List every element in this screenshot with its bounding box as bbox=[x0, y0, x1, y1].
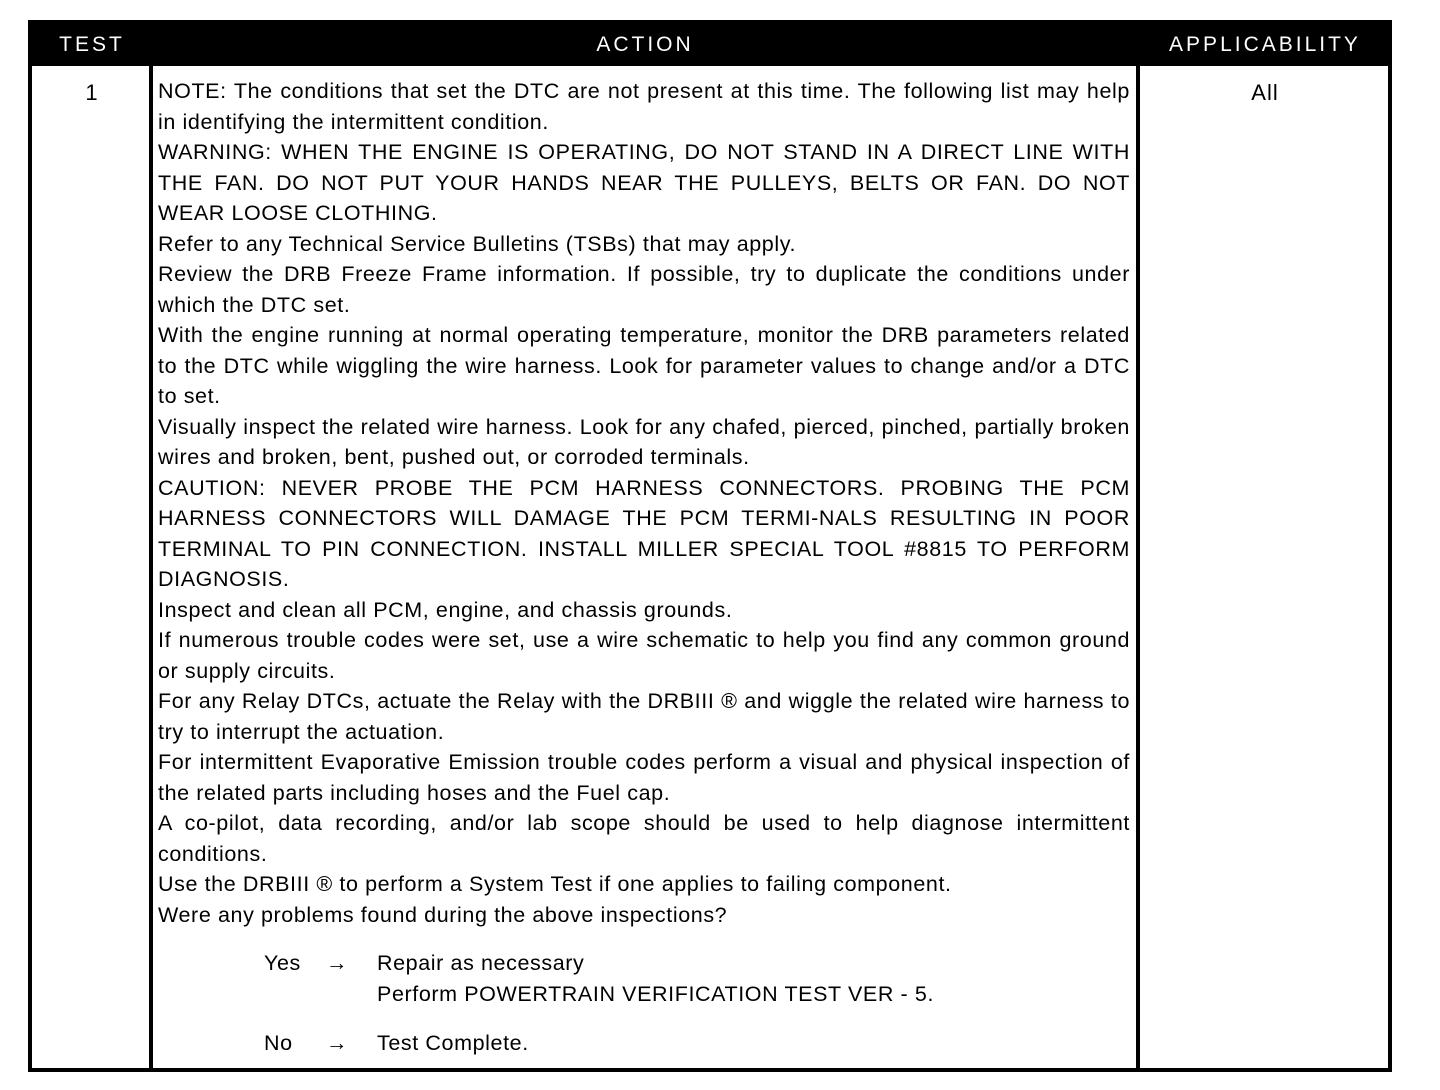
action-paragraph: Were any problems found during the above inspections? bbox=[158, 902, 728, 927]
action-paragraph: CAUTION: NEVER PROBE THE PCM HARNESS CONNECTORS. PROBING THE PCM HARNESS CONNECTORS WILL DAMAGE THE PCM TERMI-NALS RESULTING IN POOR TERMINAL TO PIN CONNECTION. INSTALL MILLER SPECIAL TOOL #8815 TO PERFORM DIAGNOSIS. bbox=[158, 475, 1130, 591]
answer-yes bbox=[264, 948, 1130, 1009]
column-divider bbox=[1136, 66, 1140, 1068]
right-arrow-icon: → bbox=[326, 1031, 349, 1055]
action-paragraph: A co-pilot, data recording, and/or lab scope should be used to help diagnose intermittent conditions. bbox=[158, 811, 1130, 866]
action-paragraph: For intermittent Evaporative Emission trouble codes perform a visual and physical inspection of the related parts including hoses and the Fuel cap. bbox=[158, 750, 1130, 805]
header-action: ACTION bbox=[596, 33, 694, 56]
diagnostic-table bbox=[28, 20, 1392, 1072]
answer-yes-label: Yes bbox=[264, 951, 301, 975]
test-number: 1 bbox=[85, 80, 99, 105]
action-paragraph: WARNING: WHEN THE ENGINE IS OPERATING, DO NOT STAND IN A DIRECT LINE WITH THE FAN. DO NOT PUT YOUR HANDS NEAR THE PULLEYS, BELTS OR FAN. DO NOT WEAR LOOSE CLOTHING. bbox=[158, 140, 1130, 225]
answer-yes-text-2: Perform POWERTRAIN VERIFICATION TEST VER - 5. bbox=[377, 981, 935, 1006]
action-paragraph: Use the DRBIII ® to perform a System Test if one applies to failing component. bbox=[158, 872, 952, 896]
header-applicability: APPLICABILITY bbox=[1169, 33, 1361, 56]
action-paragraph: Review the DRB Freeze Frame information. If possible, try to duplicate the conditions under which the DTC set. bbox=[158, 262, 1130, 317]
answer-no-label: No bbox=[264, 1031, 293, 1055]
column-divider bbox=[149, 66, 153, 1068]
applicability-value: All bbox=[1251, 80, 1279, 105]
action-paragraph: Refer to any Technical Service Bulletins (TSBs) that may apply. bbox=[158, 231, 797, 256]
answer-yes-text: Repair as necessary bbox=[377, 951, 585, 975]
action-paragraph: For any Relay DTCs, actuate the Relay with the DRBIII ® and wiggle the related wire harness to try to interrupt the actuation. bbox=[158, 689, 1130, 744]
answer-no-text: Test Complete. bbox=[377, 1031, 529, 1055]
action-cell bbox=[158, 76, 1130, 1059]
action-paragraph: Visually inspect the related wire harness. Look for any chafed, pierced, pinched, partially broken wires and broken, bent, pushed out, or corroded terminals. bbox=[158, 414, 1130, 469]
action-paragraph: NOTE: The conditions that set the DTC are not present at this time. The following list may help in identifying the intermittent condition. bbox=[158, 79, 1130, 134]
action-paragraph: Inspect and clean all PCM, engine, and chassis grounds. bbox=[158, 597, 733, 622]
header-test: TEST bbox=[59, 33, 125, 56]
action-paragraph: With the engine running at normal operating temperature, monitor the DRB parameters related to the DTC while wiggling the wire harness. Look for parameter values to change and/or a DTC to set. bbox=[158, 323, 1130, 408]
table-header bbox=[32, 24, 1388, 66]
action-paragraph: If numerous trouble codes were set, use a wire schematic to help you find any common ground or supply circuits. bbox=[158, 628, 1130, 683]
right-arrow-icon: → bbox=[326, 951, 349, 975]
answer-no bbox=[264, 1028, 1130, 1059]
